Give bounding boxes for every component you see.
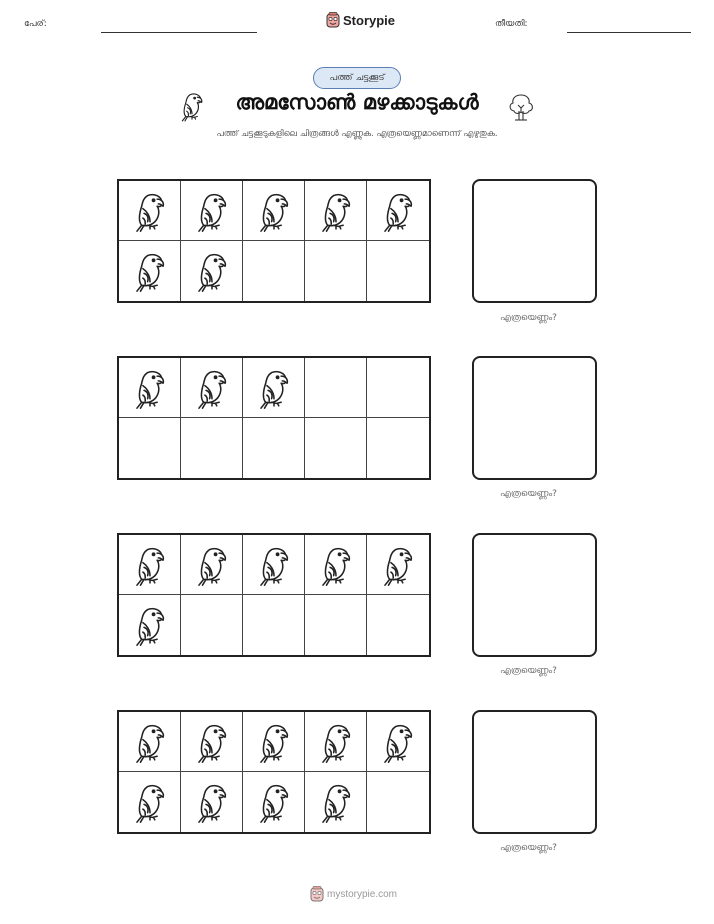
- name-line[interactable]: [101, 32, 257, 33]
- ten-frame-cell: [119, 772, 181, 832]
- ten-frame-cell: [181, 241, 243, 301]
- storypie-mascot-icon: [326, 12, 340, 28]
- ten-frame-cell: [181, 712, 243, 772]
- parrot-icon: [193, 720, 231, 764]
- ten-frame-cell: [367, 418, 429, 478]
- ten-frame-cell: [119, 358, 181, 418]
- parrot-icon: [255, 780, 293, 824]
- ten-frame-cell: [181, 535, 243, 595]
- answer-box-2[interactable]: [472, 356, 597, 480]
- parrot-icon: [131, 780, 169, 824]
- parrot-icon: [131, 543, 169, 587]
- ten-frame-cell: [119, 595, 181, 655]
- parrot-icon: [131, 366, 169, 410]
- parrot-icon: [193, 189, 231, 233]
- ten-frame-cell: [181, 595, 243, 655]
- ten-frame-cell: [367, 358, 429, 418]
- parrot-icon: [255, 366, 293, 410]
- ten-frame-cell: [305, 535, 367, 595]
- parrot-icon: [255, 720, 293, 764]
- ten-frame-cell: [181, 181, 243, 241]
- answer-box-3[interactable]: [472, 533, 597, 657]
- ten-frame-cell: [181, 772, 243, 832]
- ten-frame-4: [117, 710, 431, 834]
- footer-url[interactable]: mystorypie.com: [327, 888, 398, 900]
- answer-prompt-2: എത്രയെണ്ണം?: [500, 489, 557, 499]
- parrot-icon: [193, 780, 231, 824]
- ten-frame-cell: [243, 712, 305, 772]
- ten-frame-cell: [367, 595, 429, 655]
- ten-frame-cell: [243, 595, 305, 655]
- footer: [310, 886, 397, 902]
- ten-frame-cell: [367, 181, 429, 241]
- answer-prompt-4: എത്രയെണ്ണം?: [500, 843, 557, 853]
- answer-box-1[interactable]: [472, 179, 597, 303]
- answer-prompt-3: എത്രയെണ്ണം?: [500, 666, 557, 676]
- parrot-icon: [379, 720, 417, 764]
- ten-frame-cell: [119, 418, 181, 478]
- answer-prompt-1: എത്രയെണ്ണം?: [500, 313, 557, 323]
- ten-frame-cell: [305, 241, 367, 301]
- topic-pill: പത്ത് ചട്ടക്കൂട്: [313, 67, 401, 89]
- ten-frame-cell: [243, 535, 305, 595]
- ten-frame-cell: [305, 595, 367, 655]
- ten-frame-2: [117, 356, 431, 480]
- parrot-icon: [317, 720, 355, 764]
- ten-frame-cell: [367, 241, 429, 301]
- storypie-mascot-icon: [310, 886, 324, 902]
- parrot-icon: [255, 543, 293, 587]
- ten-frame-cell: [367, 772, 429, 832]
- parrot-icon: [317, 189, 355, 233]
- parrot-icon: [317, 780, 355, 824]
- parrot-icon: [193, 249, 231, 293]
- ten-frame-cell: [305, 181, 367, 241]
- ten-frame-cell: [119, 535, 181, 595]
- parrot-icon: [255, 189, 293, 233]
- parrot-icon: [193, 543, 231, 587]
- ten-frame-cell: [243, 418, 305, 478]
- brand-name: Storypie: [343, 12, 396, 28]
- date-line[interactable]: [567, 32, 691, 33]
- ten-frame-cell: [305, 418, 367, 478]
- ten-frame-cell: [305, 712, 367, 772]
- storypie-logo: [326, 12, 395, 28]
- parrot-icon: [379, 189, 417, 233]
- ten-frame-3: [117, 533, 431, 657]
- ten-frame-cell: [243, 181, 305, 241]
- ten-frame-cell: [367, 712, 429, 772]
- parrot-icon: [379, 543, 417, 587]
- date-label: തീയതി:: [495, 19, 528, 29]
- ten-frame-cell: [119, 181, 181, 241]
- parrot-icon: [131, 249, 169, 293]
- ten-frame-cell: [119, 712, 181, 772]
- ten-frame-cell: [243, 241, 305, 301]
- ten-frame-cell: [181, 418, 243, 478]
- ten-frame-cell: [367, 535, 429, 595]
- parrot-icon: [317, 543, 355, 587]
- ten-frame-cell: [243, 772, 305, 832]
- instructions-text: പത്ത് ചട്ടക്കൂടുകളിലെ ചിത്രങ്ങൾ എണ്ണുക. എത്രയെണ്ണമാണെന്ന് എഴുതുക.: [216, 129, 498, 139]
- ten-frame-cell: [119, 241, 181, 301]
- page-title: അമസോൺ മഴക്കാടുകൾ: [235, 90, 479, 114]
- parrot-icon: [193, 366, 231, 410]
- ten-frame-cell: [305, 772, 367, 832]
- parrot-icon: [131, 720, 169, 764]
- parrot-icon: [131, 189, 169, 233]
- name-label: പേര്:: [24, 19, 47, 29]
- ten-frame-cell: [243, 358, 305, 418]
- ten-frame-cell: [305, 358, 367, 418]
- parrot-icon: [131, 603, 169, 647]
- answer-box-4[interactable]: [472, 710, 597, 834]
- ten-frame-cell: [181, 358, 243, 418]
- ten-frame-1: [117, 179, 431, 303]
- tree-icon: [507, 92, 535, 122]
